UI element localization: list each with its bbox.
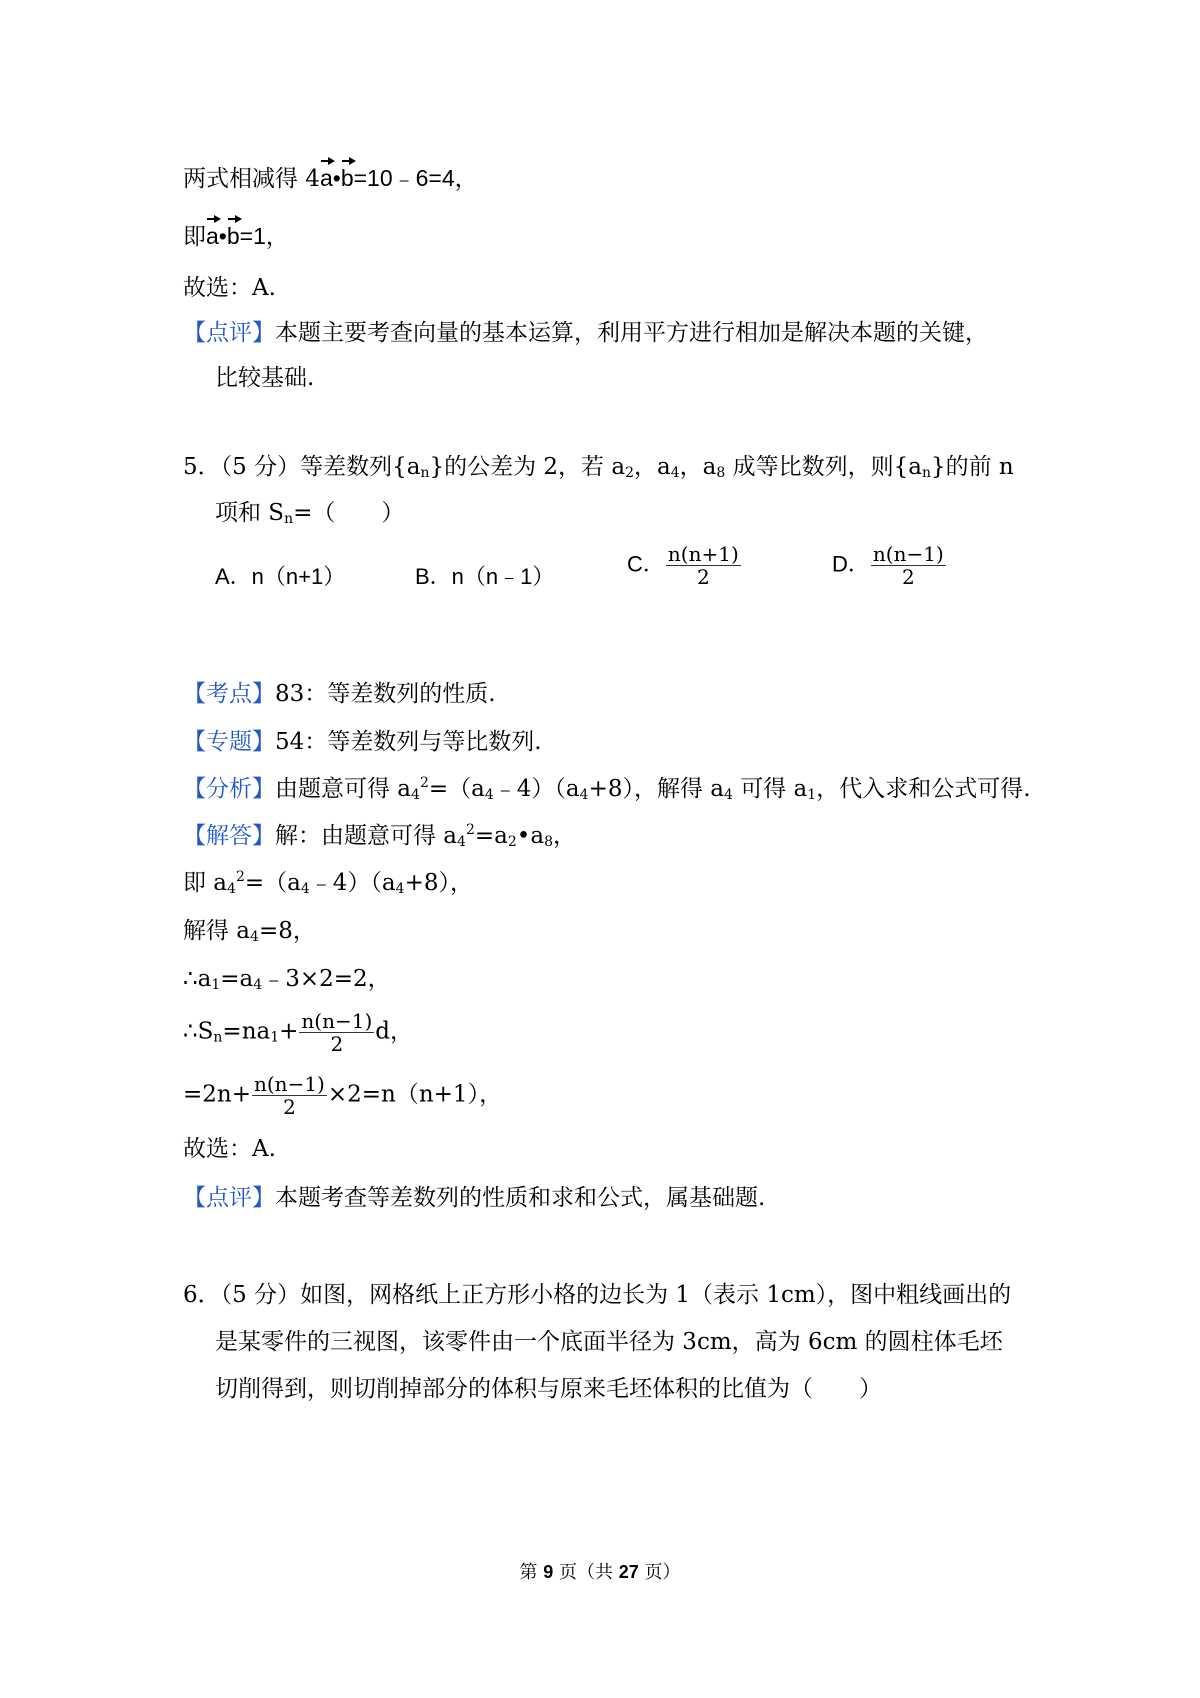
page-footer: 第 9 页（共 27 页）	[519, 1562, 681, 1583]
q5-zhuanti: 【专题】54：等差数列与等比数列.	[183, 729, 542, 755]
q6-stem-2: 是某零件的三视图，该零件由一个底面半径为 3cm，高为 6cm 的圆柱体毛坯	[215, 1329, 1003, 1355]
q5-stem-2: 项和 $S_n=$（ ）	[215, 500, 405, 527]
vector-a: a	[319, 165, 333, 191]
prev-line-2: 即a•b=1，	[183, 223, 289, 250]
q5-choose: 故选：A.	[183, 1136, 276, 1162]
q5-step-2: 解得 $a_4=8$，	[183, 918, 316, 945]
q5-step-5: =2n+ $\frac{n(n-1)}{2}$ ×2=n（n+1），	[183, 1072, 503, 1119]
option-c: C． $\frac{n(n+1)}{2}$	[627, 542, 739, 589]
prev-review: 【点评】本题主要考查向量的基本运算，利用平方进行相加是解决本题的关键，	[183, 320, 988, 346]
review-tag: 【点评】	[183, 320, 275, 346]
q5-step-3: $\therefore a_1=a_4﹣3\times 2=2$，	[183, 966, 391, 993]
option-a: A．n（n+1）	[215, 564, 346, 589]
q5-jieda: 【解答】解：由题意可得 $a_4^2=a_2•a_8$，	[183, 822, 576, 850]
prev-review-cont: 比较基础.	[215, 365, 315, 391]
q5-review: 【点评】本题考查等差数列的性质和求和公式，属基础题.	[183, 1185, 766, 1211]
q6-stem-3: 切削得到，则切削掉部分的体积与原来毛坯体积的比值为（ ）	[215, 1376, 882, 1402]
q6-stem-1: 6．（5 分）如图，网格纸上正方形小格的边长为 1（表示 1cm），图中粗线画出的	[183, 1282, 1012, 1308]
q5-step-1: 即 $a_4^2=(a_4﹣4)(a_4+8)$，	[183, 869, 473, 897]
q5-stem-1: 5．（5 分）等差数列$\{a_n\}$的公差为 2，若 $a_2$，$a_4$，$a_8$ 成等比数列，则$\{a_n\}$的前 n	[183, 454, 1014, 481]
vector-b: b	[226, 223, 240, 249]
option-b: B．n（n﹣1）	[415, 564, 555, 589]
vector-a: a	[206, 223, 219, 249]
fraction: $\frac{n(n-1)}{2}$	[872, 542, 944, 589]
q5-fenxi: 【分析】由题意可得 $a_4^2=(a_4﹣4)(a_4+8)$，解得 $a_4$ 可得 $a_1$，代入求和公式可得.	[183, 775, 1031, 803]
page-total: 27	[618, 1562, 639, 1582]
q5-step-4: $\therefore S_n=na_1+$ $\frac{n(n-1)}{2}$ d，	[183, 1009, 414, 1056]
q5-kaodian: 【考点】83：等差数列的性质.	[183, 681, 496, 707]
fraction: $\frac{n(n-1)}{2}$	[254, 1072, 325, 1119]
page-number: 9	[543, 1562, 554, 1582]
fraction: $\frac{n(n-1)}{2}$	[301, 1009, 373, 1056]
option-d: D． $\frac{n(n-1)}{2}$	[832, 542, 944, 589]
vector-b: b	[340, 165, 354, 191]
prev-choose: 故选：A.	[183, 275, 276, 301]
prev-line-1: 两式相减得 4a•b=10﹣6=4，	[183, 165, 478, 192]
fraction: $\frac{n(n+1)}{2}$	[667, 542, 739, 589]
